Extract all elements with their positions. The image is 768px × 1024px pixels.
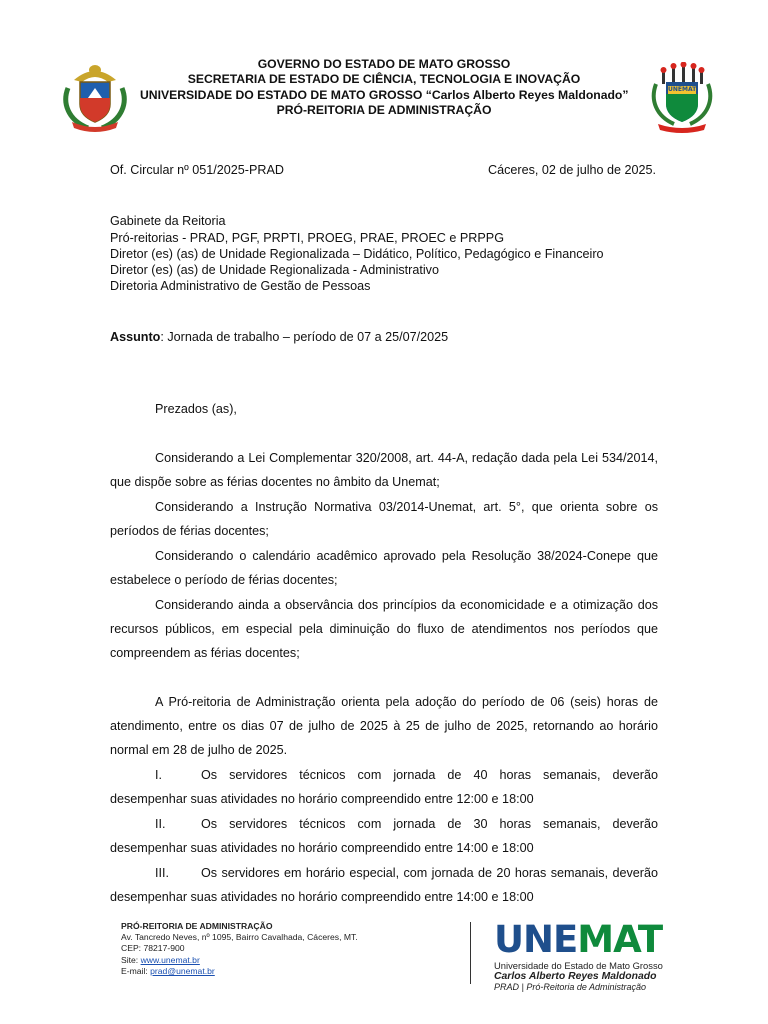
recipient-item: Diretor (es) (as) de Unidade Regionalizada - Administrativo [110,263,439,277]
greeting: Prezados (as), [155,402,237,416]
footer-site-link[interactable]: www.unemat.br [140,954,200,965]
item-number: I. [155,768,162,782]
recipient-item: Diretor (es) (as) de Unidade Regionalizada – Didático, Político, Pedagógico e Financeiro [110,247,604,261]
footer-site-row [121,955,358,966]
header-secretariat: SECRETARIA DE ESTADO DE CIÊNCIA, TECNOLOGIA E INOVAÇÃO [187,72,581,87]
document-reference: Of. Circular nº 051/2025-PRAD [110,163,284,177]
seal-label: UNEMAT [668,86,697,93]
brand-wordmark [494,920,684,960]
paragraph-line: Considerando a Instrução Normativa 03/2014-Unemat, art. 5°, que orienta sobre os [155,500,658,514]
unemat-brand-logo [494,920,684,993]
subject-text: : Jornada de trabalho – período de 07 a 25/07/2025 [160,330,449,344]
footer-site-label: Site: [121,954,141,965]
brand-department: PRAD | Pró-Reitoria de Administração [494,982,647,992]
recipient-item: Gabinete da Reitoria [110,214,226,228]
footer-email-label: E-mail: [121,965,151,976]
document-place-date: Cáceres, 02 de julho de 2025. [488,163,657,177]
coat-of-arms-emblem [58,58,132,132]
header-government: GOVERNO DO ESTADO DE MATO GROSSO [257,57,511,71]
header-pro-rectory: PRÓ-REITORIA DE ADMINISTRAÇÃO [276,103,492,118]
brand-university-name: Universidade do Estado de Mato Grosso [494,960,663,971]
paragraph-line: estabelece o período de férias docentes; [110,573,338,587]
item-line: desempenhar suas atividades no horário compreendido entre 14:00 e 18:00 [110,841,534,855]
recipient-item: Pró-reitorias - PRAD, PGF, PRPTI, PROEG, PRAE, PROEC e PRPPG [110,231,504,245]
item-line: Os servidores técnicos com jornada de 40 horas semanais, deverão [201,768,658,782]
paragraph-line: normal em 28 de julho de 2025. [110,743,288,757]
paragraph-line: Considerando a Lei Complementar 320/2008, art. 44-A, redação dada pela Lei 534/2014, [155,451,658,465]
footer-email-link[interactable]: prad@unemat.br [150,965,215,976]
item-line: desempenhar suas atividades no horário compreendido entre 12:00 e 18:00 [110,792,534,806]
footer-cep: CEP: 78217-900 [121,943,185,954]
recipient-item: Diretoria Administrativo de Gestão de Pessoas [110,279,371,293]
header-university: UNIVERSIDADE DO ESTADO DE MATO GROSSO “Carlos Alberto Reyes Maldonado” [140,87,629,102]
paragraph-line: Considerando ainda a observância dos princípios da economicidade e a otimização dos [155,598,658,612]
unemat-seal-emblem [648,62,716,134]
footer-email-row [121,966,358,977]
item-line: desempenhar suas atividades no horário compreendido entre 14:00 e 18:00 [110,890,534,904]
item-line: Os servidores técnicos com jornada de 30 horas semanais, deverão [201,817,658,831]
letterhead-header [140,57,628,119]
paragraph-line: Considerando o calendário acadêmico aprovado pela Resolução 38/2024-Conepe que [155,549,658,563]
footer-contact [121,921,358,977]
paragraph-line: que dispõe sobre as férias docentes no âmbito da Unemat; [110,475,440,489]
footer-address: Av. Tancredo Neves, nº 1095, Bairro Cavalhada, Cáceres, MT. [121,932,358,943]
item-number: II. [155,817,166,831]
brand-wordmark-green: MAT [577,918,663,961]
subject-line [110,330,448,344]
subject-label: Assunto [110,330,161,344]
paragraph-line: atendimento, entre os dias 07 de julho de 2025 à 25 de julho de 2025, retornando ao horário [110,719,658,733]
paragraph-line: A Pró-reitoria de Administração orienta pela adoção do período de 06 (seis) horas de [155,695,658,709]
paragraph-line: períodos de férias docentes; [110,524,269,538]
paragraph-line: compreendem as férias docentes; [110,646,300,660]
item-line: Os servidores em horário especial, com jornada de 20 horas semanais, deverão [201,866,658,880]
item-number: III. [155,866,169,880]
footer-divider [470,922,471,984]
brand-patron-name: Carlos Alberto Reyes Maldonado [494,971,657,982]
paragraph-line: recursos públicos, em especial pela diminuição do fluxo de atendimentos nos períodos que [110,622,658,636]
brand-wordmark-blue: UNE [494,918,578,961]
footer-department: PRÓ-REITORIA DE ADMINISTRAÇÃO [121,921,273,931]
